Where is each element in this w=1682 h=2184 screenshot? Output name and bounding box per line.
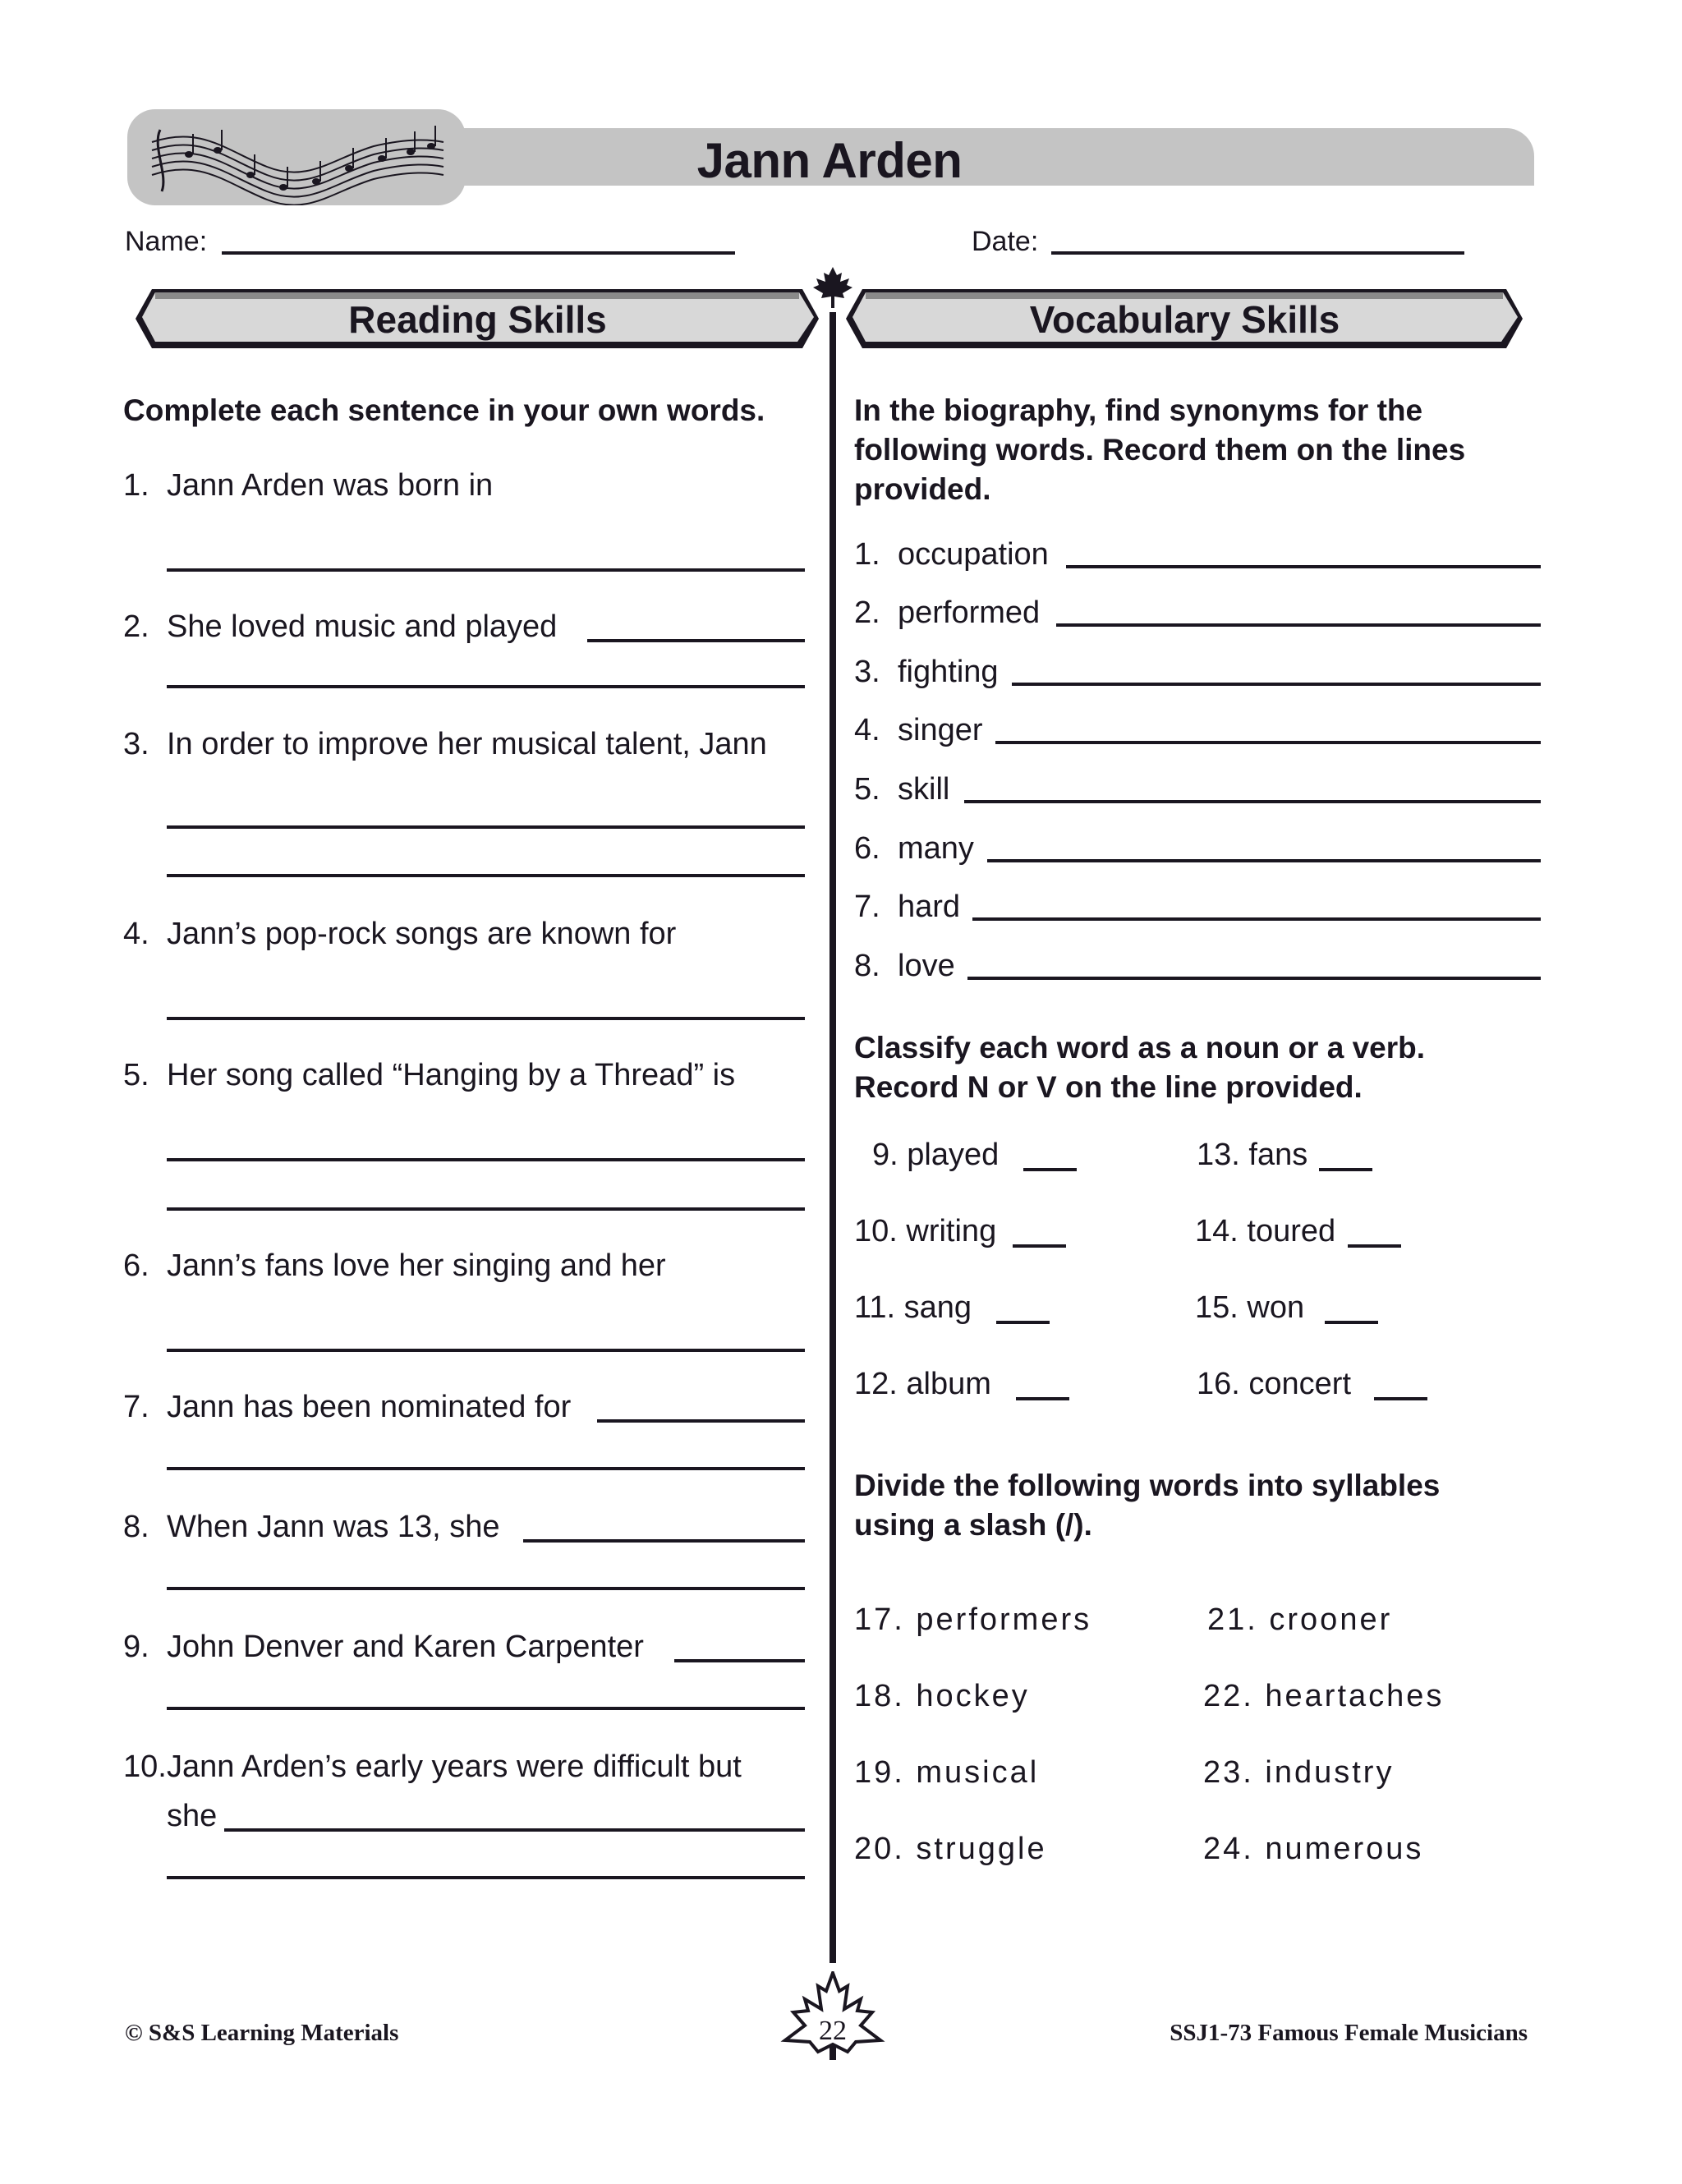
item-word: hockey (916, 1679, 1030, 1713)
item-word: love (898, 949, 955, 983)
instruction-line: following words. Record them on the lines (854, 433, 1466, 467)
item-number: 3. (123, 727, 149, 761)
answer-line[interactable] (1066, 565, 1541, 568)
name-field[interactable] (222, 251, 735, 255)
item-word: musical (916, 1755, 1040, 1790)
reading-item-10-cont: she (167, 1799, 218, 1833)
syllable-item-20 (854, 1830, 1047, 1868)
syllable-item-17 (854, 1601, 1091, 1639)
syllable-item-19 (854, 1754, 1039, 1791)
syllable-item-18 (854, 1677, 1030, 1715)
item-word: sang (903, 1290, 972, 1325)
answer-line[interactable] (167, 1707, 805, 1710)
classify-item-10 (854, 1212, 996, 1250)
answer-line[interactable] (167, 825, 805, 829)
answer-line[interactable] (167, 1017, 805, 1020)
instruction-line: using a slash (/). (854, 1508, 1092, 1542)
item-text: Jann Arden’s early years were difficult but (167, 1749, 742, 1784)
answer-line[interactable] (967, 977, 1541, 980)
item-number: 5. (123, 1058, 149, 1092)
name-label: Name: (125, 226, 208, 257)
item-number: 7. (123, 1390, 149, 1424)
item-number: 14. (1195, 1214, 1239, 1248)
answer-line[interactable] (167, 1467, 805, 1470)
reading-item-9 (123, 1628, 644, 1666)
item-text: She loved music and played (167, 609, 558, 644)
answer-blank[interactable] (1325, 1321, 1378, 1324)
answer-blank[interactable] (1374, 1397, 1427, 1400)
synonym-item-6 (854, 830, 974, 867)
vocabulary-skills-banner (846, 289, 1523, 348)
item-word: writing (906, 1214, 997, 1248)
column-divider (830, 312, 836, 1963)
reading-item-3 (123, 725, 767, 763)
copyright: © S&S Learning Materials (125, 2020, 399, 2046)
answer-line[interactable] (167, 1158, 805, 1161)
classify-item-16 (1197, 1365, 1351, 1403)
item-word: industry (1265, 1755, 1395, 1790)
reading-item-10 (123, 1748, 742, 1786)
reading-item-7 (123, 1388, 571, 1426)
series-title: SSJ1-73 Famous Female Musicians (1170, 2020, 1528, 2046)
answer-line[interactable] (597, 1419, 805, 1423)
item-text: When Jann was 13, she (167, 1510, 500, 1544)
item-number: 5. (854, 772, 880, 807)
item-number: 20. (854, 1832, 905, 1866)
answer-line[interactable] (995, 741, 1541, 744)
classify-item-11 (854, 1289, 972, 1326)
syllable-item-22 (1203, 1677, 1444, 1715)
item-word: performers (916, 1602, 1092, 1637)
classify-item-13 (1197, 1136, 1307, 1174)
item-number: 6. (854, 831, 880, 866)
maple-leaf-icon (813, 267, 852, 312)
item-number: 15. (1195, 1290, 1239, 1325)
item-number: 19. (854, 1755, 905, 1790)
item-number: 9. (123, 1630, 149, 1664)
item-text: Jann has been nominated for (167, 1390, 572, 1424)
item-word: crooner (1269, 1602, 1393, 1637)
reading-item-6 (123, 1247, 666, 1285)
item-number: 22. (1203, 1679, 1254, 1713)
item-word: fans (1248, 1138, 1308, 1172)
item-word: numerous (1265, 1832, 1424, 1866)
answer-line[interactable] (1012, 683, 1541, 686)
synonyms-instruction (854, 391, 1465, 509)
synonym-item-7 (854, 888, 960, 926)
instruction-line: Record N or V on the line provided. (854, 1070, 1363, 1104)
page-number: 22 (819, 2016, 847, 2046)
answer-line[interactable] (167, 874, 805, 877)
item-word: played (907, 1138, 1000, 1172)
page-title: Jann Arden (696, 133, 963, 188)
item-word: many (898, 831, 974, 866)
item-word: skill (898, 772, 950, 807)
item-number: 10. (854, 1214, 898, 1248)
synonym-item-1 (854, 536, 1049, 573)
synonym-item-2 (854, 594, 1040, 632)
item-word: heartaches (1265, 1679, 1445, 1713)
answer-line[interactable] (972, 917, 1541, 921)
item-word: won (1247, 1290, 1305, 1325)
item-number: 1. (854, 537, 880, 572)
item-word: performed (898, 595, 1041, 630)
answer-blank[interactable] (996, 1321, 1050, 1324)
answer-line[interactable] (224, 1828, 805, 1832)
answer-line[interactable] (964, 800, 1541, 803)
item-number: 8. (123, 1510, 149, 1544)
answer-line[interactable] (167, 685, 805, 688)
item-text: Jann’s fans love her singing and her (167, 1248, 666, 1283)
answer-line[interactable] (587, 639, 805, 642)
answer-line[interactable] (167, 568, 805, 572)
item-word: occupation (898, 537, 1049, 572)
item-number: 13. (1197, 1138, 1240, 1172)
item-number: 24. (1203, 1832, 1254, 1866)
item-text: Jann’s pop-rock songs are known for (167, 917, 677, 951)
synonym-item-3 (854, 653, 999, 691)
item-number: 6. (123, 1248, 149, 1283)
item-word: singer (898, 713, 983, 747)
answer-blank[interactable] (1348, 1244, 1401, 1248)
item-number: 21. (1207, 1602, 1258, 1637)
answer-blank[interactable] (1319, 1168, 1372, 1171)
answer-line[interactable] (167, 1587, 805, 1590)
instruction-line: Divide the following words into syllables (854, 1469, 1441, 1502)
reading-item-4 (123, 915, 676, 953)
item-number: 10. (123, 1749, 167, 1784)
item-text: Her song called “Hanging by a Thread” is (167, 1058, 736, 1092)
item-number: 11. (854, 1290, 896, 1325)
classify-item-12 (854, 1365, 991, 1403)
item-number: 9. (872, 1138, 898, 1172)
syllable-item-24 (1203, 1830, 1423, 1868)
vocabulary-skills-title: Vocabulary Skills (1029, 298, 1340, 341)
instruction-line: provided. (854, 472, 991, 506)
classify-item-14 (1195, 1212, 1335, 1250)
synonym-item-4 (854, 711, 983, 749)
answer-blank[interactable] (1016, 1397, 1069, 1400)
item-number: 3. (854, 655, 880, 689)
item-number: 2. (123, 609, 149, 644)
item-word: album (906, 1367, 991, 1401)
answer-blank[interactable] (1023, 1168, 1077, 1171)
item-number: 23. (1203, 1755, 1254, 1790)
item-number: 17. (854, 1602, 905, 1637)
reading-skills-title: Reading Skills (348, 298, 607, 341)
syllables-instruction (854, 1466, 1440, 1545)
answer-line[interactable] (674, 1659, 805, 1662)
classify-item-9 (872, 1136, 999, 1174)
instruction-line: In the biography, find synonyms for the (854, 393, 1423, 427)
reading-item-5 (123, 1056, 735, 1094)
reading-instruction: Complete each sentence in your own words. (123, 393, 765, 427)
item-number: 7. (854, 890, 880, 924)
classify-instruction (854, 1028, 1425, 1107)
page-number-badge (780, 1971, 885, 2060)
reading-item-8 (123, 1508, 500, 1546)
synonym-item-8 (854, 947, 955, 985)
item-word: struggle (916, 1832, 1047, 1866)
syllable-item-23 (1203, 1754, 1394, 1791)
classify-item-15 (1195, 1289, 1304, 1326)
syllable-item-21 (1207, 1601, 1392, 1639)
item-number: 16. (1197, 1367, 1240, 1401)
item-word: toured (1247, 1214, 1336, 1248)
date-field[interactable] (1051, 251, 1464, 255)
answer-line[interactable] (167, 1349, 805, 1352)
date-label: Date: (972, 226, 1039, 257)
item-number: 18. (854, 1679, 905, 1713)
reading-skills-banner (136, 289, 820, 348)
answer-line[interactable] (1056, 623, 1541, 627)
item-text: In order to improve her musical talent, Jann (167, 727, 767, 761)
item-number: 4. (123, 917, 149, 951)
answer-line[interactable] (987, 859, 1541, 862)
item-number: 4. (854, 713, 880, 747)
item-number: 1. (123, 468, 149, 503)
reading-item-1 (123, 467, 493, 504)
answer-line[interactable] (167, 1207, 805, 1211)
instruction-line: Classify each word as a noun or a verb. (854, 1031, 1426, 1064)
answer-line[interactable] (523, 1539, 805, 1543)
item-number: 2. (854, 595, 880, 630)
item-number: 12. (854, 1367, 898, 1401)
synonym-item-5 (854, 770, 949, 808)
reading-item-2 (123, 608, 557, 646)
answer-line[interactable] (167, 1876, 805, 1879)
item-text: Jann Arden was born in (167, 468, 494, 503)
item-word: fighting (898, 655, 999, 689)
item-number: 8. (854, 949, 880, 983)
answer-blank[interactable] (1013, 1244, 1066, 1248)
item-word: concert (1248, 1367, 1352, 1401)
item-word: hard (898, 890, 961, 924)
item-text: John Denver and Karen Carpenter (167, 1630, 644, 1664)
